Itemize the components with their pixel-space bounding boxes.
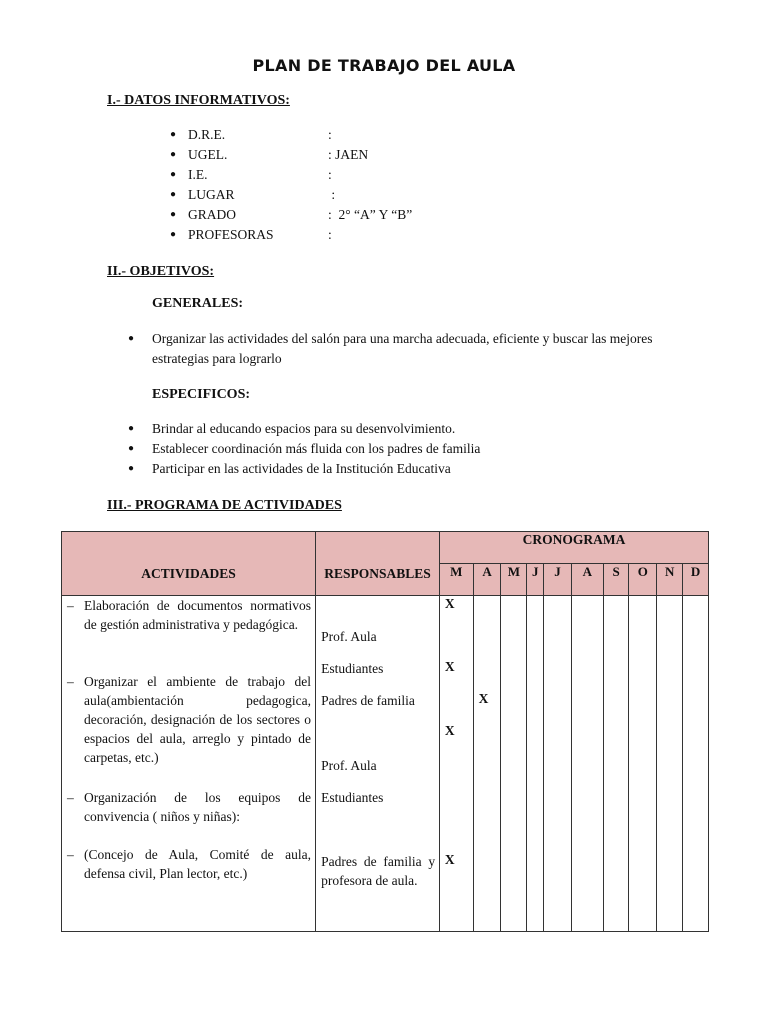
section-programa-heading: III.- PROGRAMA DE ACTIVIDADES	[107, 498, 342, 513]
bullet-icon: ●	[170, 129, 177, 140]
section-datos-heading: I.- DATOS INFORMATIVOS:	[107, 93, 290, 108]
actividad-item	[67, 788, 311, 826]
page-title: PLAN DE TRABAJO DEL AULA	[252, 56, 516, 75]
bullet-icon: ●	[170, 209, 177, 220]
datos-value: :	[328, 167, 332, 182]
dash-icon: –	[67, 790, 74, 805]
generales-list	[128, 329, 688, 369]
bullet-icon: ●	[128, 423, 135, 434]
datos-value: :	[328, 127, 332, 142]
month-cell-a	[473, 596, 501, 932]
header-month: M	[439, 564, 473, 596]
month-cell	[603, 596, 629, 932]
responsable-text: Estudiantes	[321, 790, 384, 805]
header-month: S	[603, 564, 629, 596]
objetivo-text: Establecer coordinación más fluida con los padres de familia	[152, 441, 481, 456]
datos-label: LUGAR	[188, 187, 235, 202]
bullet-icon: ●	[170, 149, 177, 160]
schedule-mark: X	[444, 659, 455, 674]
objetivo-text: Participar en las actividades de la Institución Educativa	[152, 461, 451, 476]
responsable-text: Padres de familia y profesora de aula.	[321, 854, 436, 888]
schedule-mark: X	[478, 691, 489, 706]
objetivo-item	[128, 439, 688, 459]
bullet-icon: ●	[170, 229, 177, 240]
actividad-text: Organizar el ambiente de trabajo del aula(ambientación pedagogica, decoración, designación de los sectores o espacios del aula, arreglo y pintado de carpetas, etc.)	[84, 674, 311, 765]
month-cell	[544, 596, 572, 932]
bullet-icon: ●	[170, 169, 177, 180]
bullet-icon: ●	[128, 333, 135, 344]
month-cell	[683, 596, 709, 932]
dash-icon: –	[67, 847, 74, 862]
datos-label: PROFESORAS	[188, 227, 274, 242]
bullet-icon: ●	[170, 189, 177, 200]
datos-value: : 2° “A” Y “B”	[328, 207, 413, 222]
responsables-cell	[316, 596, 440, 932]
especificos-label: ESPECIFICOS:	[152, 387, 251, 402]
actividad-item	[67, 672, 311, 767]
section-objetivos-heading: II.- OBJETIVOS:	[107, 264, 215, 279]
bullet-icon: ●	[128, 443, 135, 454]
schedule-mark: X	[444, 852, 455, 867]
header-month: J	[544, 564, 572, 596]
responsable-text: Estudiantes	[321, 661, 384, 676]
dash-icon: –	[67, 598, 74, 613]
generales-label: GENERALES:	[152, 296, 244, 311]
datos-label: I.E.	[188, 167, 208, 182]
header-cronograma: CRONOGRAMA	[439, 532, 708, 564]
datos-label: UGEL.	[188, 147, 228, 162]
header-responsables: RESPONSABLES	[316, 532, 440, 596]
actividad-item	[67, 845, 311, 883]
especificos-list	[128, 419, 688, 479]
month-cell	[657, 596, 683, 932]
datos-value: : JAEN	[328, 147, 369, 162]
header-month: D	[683, 564, 709, 596]
month-cell	[501, 596, 527, 932]
month-cell	[571, 596, 603, 932]
datos-label: GRADO	[188, 207, 237, 222]
schedule-mark: X	[444, 723, 455, 738]
datos-value: :	[328, 227, 332, 242]
month-cell	[527, 596, 544, 932]
datos-label: D.R.E.	[188, 127, 226, 142]
objetivo-text: Organizar las actividades del salón para una marcha adecuada, eficiente y buscar las mejores estrategias para lograrlo	[152, 331, 653, 366]
objetivo-item	[128, 419, 688, 439]
objetivo-text: Brindar al educando espacios para su desenvolvimiento.	[152, 421, 456, 436]
header-month: A	[571, 564, 603, 596]
header-month: M	[501, 564, 527, 596]
header-month: J	[527, 564, 544, 596]
datos-value: :	[328, 187, 336, 202]
month-cell	[629, 596, 657, 932]
responsable-text: Prof. Aula	[321, 758, 377, 773]
programa-table	[61, 531, 709, 932]
actividad-text: Organización de los equipos de convivencia ( niños y niñas):	[84, 790, 311, 824]
actividades-cell	[62, 596, 316, 932]
actividad-text: (Concejo de Aula, Comité de aula, defensa civil, Plan lector, etc.)	[84, 847, 311, 881]
header-month: N	[657, 564, 683, 596]
actividad-item	[67, 596, 311, 634]
objetivo-item	[128, 459, 688, 479]
responsable-text: Padres de familia	[321, 693, 415, 708]
header-month: O	[629, 564, 657, 596]
actividad-text: Elaboración de documentos normativos de gestión administrativa y pedagógica.	[84, 598, 311, 632]
objetivo-item	[128, 329, 688, 369]
dash-icon: –	[67, 674, 74, 689]
schedule-mark: X	[444, 596, 455, 611]
responsable-text: Prof. Aula	[321, 629, 377, 644]
header-actividades: ACTIVIDADES	[62, 532, 316, 596]
bullet-icon: ●	[128, 463, 135, 474]
header-month: A	[473, 564, 501, 596]
month-cell-m	[439, 596, 473, 932]
